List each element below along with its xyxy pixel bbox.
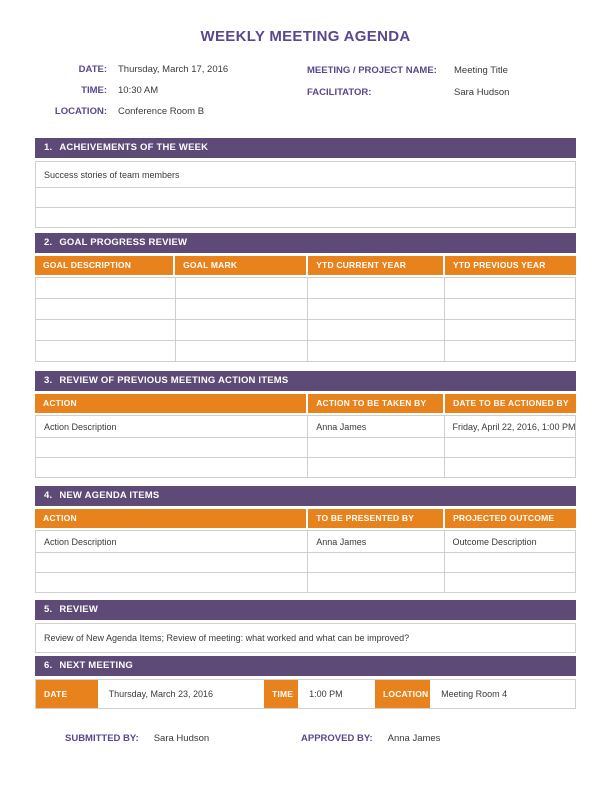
table-cell: [445, 573, 575, 592]
table-cell: [308, 458, 444, 477]
table-row: [36, 341, 575, 362]
table-row: [36, 553, 575, 573]
signature-footer: [35, 733, 576, 744]
approved-by-block: [301, 733, 440, 744]
section-review: [35, 600, 576, 653]
submitted-by-value: Sara Hudson: [153, 733, 210, 744]
table-cell: [445, 320, 575, 340]
table-cell: Anna James: [308, 531, 444, 552]
table-row: [36, 573, 575, 593]
section-next-meeting: [35, 656, 576, 709]
section-number: 5.: [44, 604, 53, 615]
column-header: ACTION: [35, 509, 308, 528]
meta-right-column: [307, 59, 576, 122]
table-cell: [36, 458, 308, 477]
column-header: PROJECTED OUTCOME: [445, 509, 576, 528]
table-cell: [445, 278, 575, 298]
table-cell: [176, 278, 309, 298]
table-row: [36, 278, 575, 299]
table-row: [36, 624, 575, 653]
table-cell: [445, 553, 575, 572]
table-cell: [36, 553, 308, 572]
previous-actions-header-row: [35, 394, 576, 413]
next-meeting-row: [35, 679, 576, 709]
table-row: [36, 320, 575, 341]
table-row: [36, 162, 575, 188]
section-title: NEW AGENDA ITEMS: [59, 490, 160, 501]
table-cell: [36, 573, 308, 592]
column-header: GOAL DESCRIPTION: [35, 256, 175, 275]
table-cell: [36, 320, 176, 340]
section-number: 3.: [44, 375, 53, 386]
next-meeting-time-value: 1:00 PM: [300, 680, 375, 708]
table-cell: [308, 320, 444, 340]
table-cell: [308, 341, 444, 361]
goal-table-header-row: [35, 256, 576, 275]
table-row: [36, 188, 575, 208]
section-title: ACHEIVEMENTS OF THE WEEK: [59, 142, 209, 153]
facilitator-value: Sara Hudson: [454, 87, 510, 98]
table-cell: [308, 553, 444, 572]
page-title: WEEKLY MEETING AGENDA: [200, 28, 411, 45]
section-review-header-bar: [35, 600, 576, 620]
new-agenda-header-row: [35, 509, 576, 528]
table-cell: [36, 341, 176, 361]
column-header: GOAL MARK: [175, 256, 308, 275]
table-cell: [176, 341, 309, 361]
new-agenda-table: [35, 530, 576, 593]
table-cell: Outcome Description: [452, 536, 537, 547]
date-label: DATE:: [78, 64, 107, 75]
table-cell: Review of New Agenda Items; Review of meeting: what worked and what can be improved?: [44, 633, 410, 643]
next-meeting-location-label: LOCATION: [375, 680, 432, 708]
previous-actions-table: [35, 415, 576, 478]
meeting-meta-block: [0, 59, 611, 122]
time-label: TIME:: [81, 85, 107, 96]
next-meeting-date-label: DATE: [36, 680, 100, 708]
section-number: 6.: [44, 660, 53, 671]
column-header: YTD CURRENT YEAR: [308, 256, 445, 275]
table-cell: Action Description: [36, 531, 308, 552]
column-header: DATE TO BE ACTIONED BY: [445, 394, 576, 413]
table-cell: [445, 438, 575, 457]
table-cell: [36, 208, 575, 227]
section-goal-progress-header-bar: [35, 233, 576, 253]
table-cell: [36, 188, 575, 207]
section-title: REVIEW: [59, 604, 99, 615]
table-cell: [36, 299, 176, 319]
meeting-name-value: Meeting Title: [454, 65, 508, 76]
submitted-by-block: [65, 733, 301, 744]
section-number: 2.: [44, 237, 53, 248]
time-value: 10:30 AM: [118, 85, 159, 96]
section-title: GOAL PROGRESS REVIEW: [59, 237, 188, 248]
approved-by-value: Anna James: [387, 733, 441, 744]
table-cell: [445, 341, 575, 361]
section-number: 4.: [44, 490, 53, 501]
section-new-agenda-items: [35, 486, 576, 593]
column-header: YTD PREVIOUS YEAR: [445, 256, 576, 275]
column-header: ACTION: [35, 394, 308, 413]
submitted-by-label: SUBMITTED BY:: [65, 733, 139, 744]
table-row: [36, 531, 575, 553]
table-cell: Anna James: [308, 416, 444, 437]
table-cell: [308, 299, 444, 319]
meta-row-facilitator: [307, 82, 576, 104]
next-meeting-date-value: Thursday, March 23, 2016: [100, 680, 264, 708]
column-header: ACTION TO BE TAKEN BY: [308, 394, 445, 413]
location-label: LOCATION:: [54, 106, 107, 117]
next-meeting-location-value: Meeting Room 4: [441, 689, 508, 699]
achievements-table: [35, 161, 576, 228]
meta-row-location: [35, 101, 307, 122]
table-cell: [308, 278, 444, 298]
facilitator-label: FACILITATOR:: [307, 87, 372, 98]
section-next-meeting-header-bar: [35, 656, 576, 676]
table-cell: [308, 438, 444, 457]
table-row: [36, 416, 575, 438]
section-achievements: [35, 138, 576, 228]
table-cell: Action Description: [36, 416, 308, 437]
table-cell: [176, 320, 309, 340]
meta-row-date: [35, 59, 307, 80]
table-row: [36, 208, 575, 228]
table-cell: Friday, April 22, 2016, 1:00 PM: [452, 421, 575, 432]
table-row: [36, 299, 575, 320]
table-cell: [308, 573, 444, 592]
approved-by-label: APPROVED BY:: [301, 733, 373, 744]
section-previous-action-items: [35, 371, 576, 478]
meeting-name-label: MEETING / PROJECT NAME:: [307, 65, 437, 76]
section-number: 1.: [44, 142, 53, 153]
date-value: Thursday, March 17, 2016: [118, 64, 229, 75]
table-cell: [36, 278, 176, 298]
table-cell: [36, 438, 308, 457]
section-new-agenda-items-header-bar: [35, 486, 576, 506]
column-header: TO BE PRESENTED BY: [308, 509, 445, 528]
section-title: NEXT MEETING: [59, 660, 133, 671]
table-cell: Success stories of team members: [44, 169, 180, 180]
section-title: REVIEW OF PREVIOUS MEETING ACTION ITEMS: [59, 375, 289, 386]
table-cell: [176, 299, 309, 319]
table-row: [36, 458, 575, 478]
goal-table: [35, 277, 576, 362]
review-table: [35, 623, 576, 653]
table-cell: [445, 299, 575, 319]
table-cell: [445, 458, 575, 477]
next-meeting-time-label: TIME: [264, 680, 300, 708]
table-row: [36, 438, 575, 458]
section-goal-progress: [35, 233, 576, 362]
meta-left-column: [35, 59, 307, 122]
meta-row-meeting-name: [307, 60, 576, 82]
location-value: Conference Room B: [118, 106, 205, 117]
section-achievements-header-bar: [35, 138, 576, 158]
section-previous-action-items-header-bar: [35, 371, 576, 391]
meta-row-time: [35, 80, 307, 101]
